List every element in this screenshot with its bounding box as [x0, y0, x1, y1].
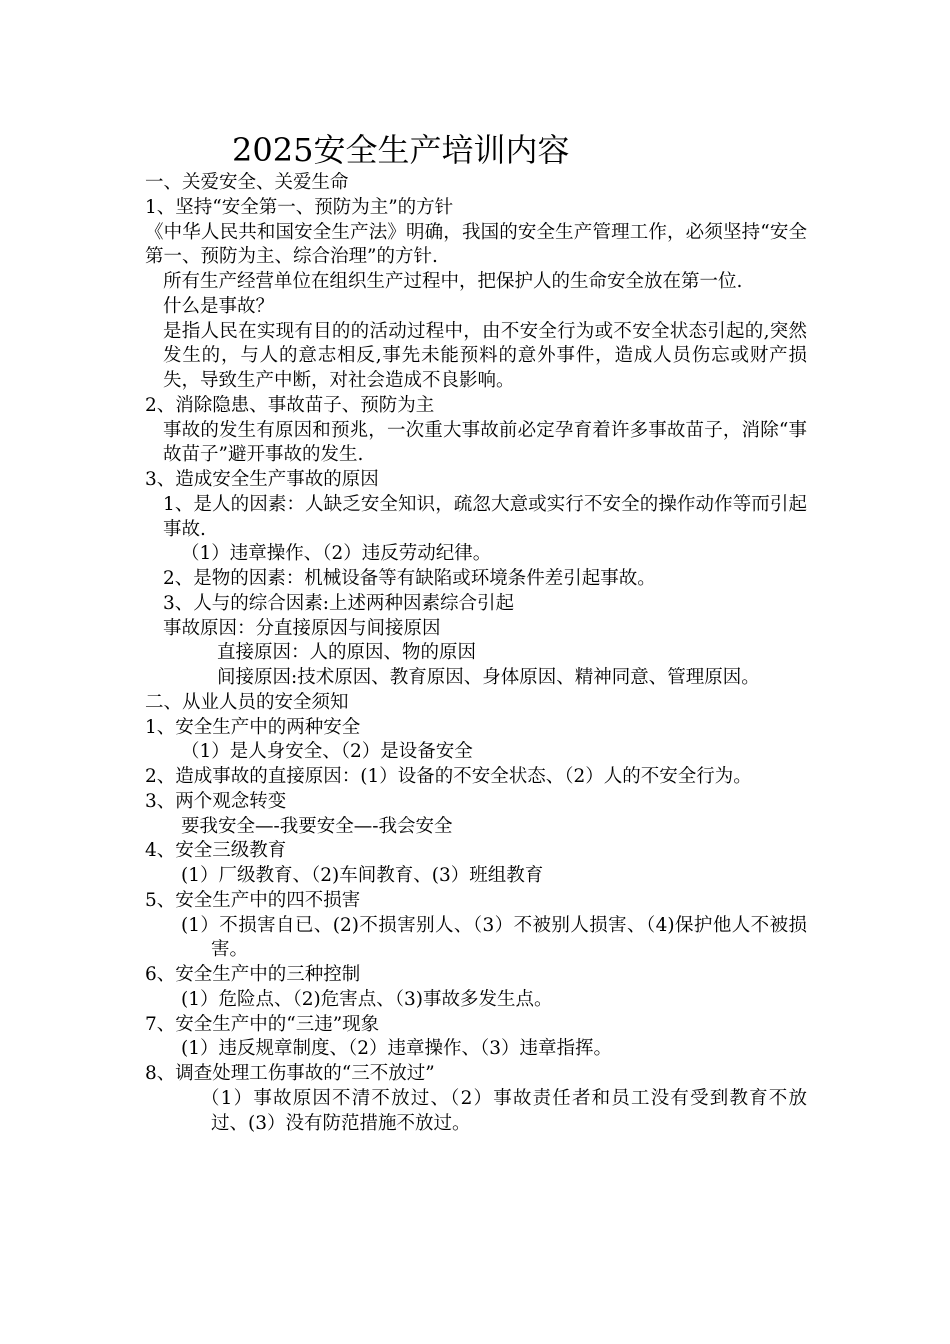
- list-item: (1）危险点、（2)危害点、（3)事故多发生点。: [181, 988, 553, 1010]
- list-item: (1）厂级教育、（2)车间教育、(3）班组教育: [181, 865, 544, 886]
- paragraph: 事故原因：分直接原因与间接原因: [163, 617, 441, 639]
- paragraph: 2、是物的因素：机械设备等有缺陷或环境条件差引起事故。: [163, 568, 656, 589]
- list-item: （1）事故原因不清不放过、（2）事故责任者和员工没有受到教育不放过、(3）没有防范措施不放过。: [201, 1087, 807, 1134]
- subsection-heading: 8、调查处理工伤事故的“三不放过”: [145, 1063, 435, 1084]
- subsection-heading: 2、消除隐患、事故苗子、预防为主: [145, 394, 435, 416]
- subsection-heading: 1、坚持“安全第一、预防为主”的方针: [145, 196, 454, 218]
- paragraph: 1、是人的因素：人缺乏安全知识，疏忽大意或实行不安全的操作动作等而引起事故.: [163, 493, 807, 540]
- paragraph: 所有生产经营单位在组织生产过程中，把保护人的生命安全放在第一位.: [163, 271, 743, 292]
- subsection-heading: 7、安全生产中的“三违”现象: [145, 1013, 380, 1035]
- list-item: 间接原因:技术原因、教育原因、身体原因、精神同意、管理原因。: [217, 667, 760, 688]
- list-item: （1）违章操作、（2）违反劳动纪律。: [181, 543, 492, 565]
- subsection-heading: 5、安全生产中的四不损害: [145, 889, 361, 911]
- document-body: [145, 171, 807, 1136]
- subsection-heading: 3、造成安全生产事故的原因: [145, 469, 379, 490]
- subsection-heading: 3、两个观念转变: [145, 790, 287, 812]
- list-item: （1）是人身安全、（2）是设备安全: [181, 741, 473, 763]
- list-item: (1）不损害自已、(2)不损害别人、（3）不被别人损害、（4)保护他人不被损害。: [181, 914, 807, 961]
- subsection-heading: 2、造成事故的直接原因：(1）设备的不安全状态、（2）人的不安全行为。: [145, 766, 752, 787]
- list-item: (1）违反规章制度、（2）违章操作、（3）违章指挥。: [181, 1038, 613, 1060]
- subsection-heading: 6、安全生产中的三种控制: [145, 964, 361, 985]
- section-heading: 一、关爱安全、关爱生命: [145, 172, 349, 193]
- paragraph: 什么是事故？: [163, 295, 275, 317]
- list-item: 直接原因：人的原因、物的原因: [217, 642, 477, 664]
- paragraph: 是指人民在实现有目的的活动过程中，由不安全行为或不安全状态引起的,突然发生的，与人的意志相反,事先未能预料的意外事件，造成人员伤忘或财产损失，导致生产中断，对社会造成不良影响。: [163, 320, 807, 391]
- section-heading: 二、从业人员的安全须知: [145, 691, 349, 713]
- paragraph: 事故的发生有原因和预兆，一次重大事故前必定孕育着许多事故苗子，消除“事故苗子”避开事故的发生.: [163, 419, 807, 466]
- document-title: 2025安全生产培训内容: [232, 131, 570, 169]
- paragraph: 《中华人民共和国安全生产法》明确，我国的安全生产管理工作，必须坚持“安全第一、预防为主、综合治理”的方针.: [145, 221, 807, 268]
- subsection-heading: 1、安全生产中的两种安全: [145, 716, 361, 738]
- subsection-heading: 4、安全三级教育: [145, 840, 287, 862]
- paragraph: 3、人与的综合因素:上述两种因素综合引起: [163, 592, 515, 614]
- list-item: 要我安全—-我要安全—-我会安全: [181, 815, 453, 837]
